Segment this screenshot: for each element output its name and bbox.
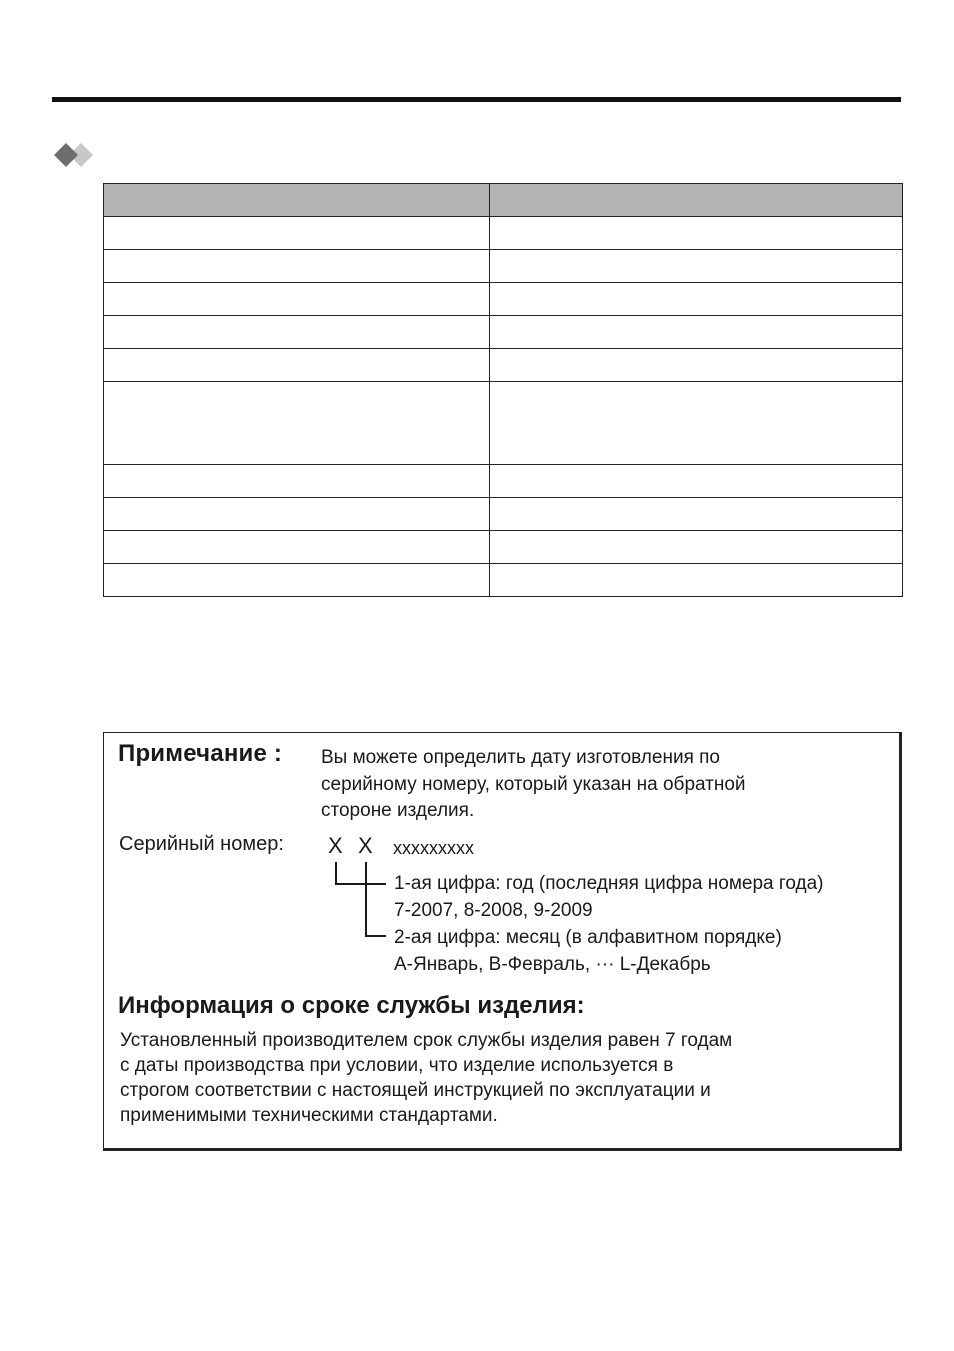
serial-rest: xxxxxxxxx xyxy=(393,838,474,858)
table-row xyxy=(104,217,903,250)
table-row xyxy=(104,531,903,564)
table-cell xyxy=(490,382,903,465)
service-life-line: строгом соответствии с настоящей инструкцией по эксплуатации и xyxy=(120,1080,711,1101)
table-cell xyxy=(104,283,490,316)
digit2-examples: A-Январь, B-Февраль, ··· L-Декабрь xyxy=(394,954,711,975)
digit2-description: 2-ая цифра: месяц (в алфавитном порядке) xyxy=(394,927,782,948)
table-cell xyxy=(490,316,903,349)
service-life-text xyxy=(120,1028,732,1128)
table-cell xyxy=(490,250,903,283)
serial-digit-2: X xyxy=(358,833,373,858)
service-life-line: применимыми техническими стандартами. xyxy=(120,1105,498,1126)
top-rule xyxy=(52,97,901,102)
table-row xyxy=(104,498,903,531)
note-line: Вы можете определить дату изготовления по xyxy=(321,747,720,768)
table-cell xyxy=(104,465,490,498)
spec-table xyxy=(103,183,903,597)
digit1-examples: 7-2007, 8-2008, 9-2009 xyxy=(394,900,593,921)
table-row xyxy=(104,283,903,316)
table-row xyxy=(104,316,903,349)
table-cell xyxy=(104,250,490,283)
table-row xyxy=(104,465,903,498)
table-cell xyxy=(104,217,490,250)
table-cell xyxy=(490,283,903,316)
table-row xyxy=(104,250,903,283)
table-cell xyxy=(490,564,903,597)
table-cell xyxy=(104,349,490,382)
table-cell xyxy=(490,498,903,531)
table-cell xyxy=(490,349,903,382)
service-life-line: Установленный производителем срок службы изделия равен 7 годам xyxy=(120,1030,733,1051)
service-life-title: Информация о сроке службы изделия: xyxy=(118,992,585,1019)
serial-number-label: Серийный номер: xyxy=(119,833,284,855)
digit1-description: 1-ая цифра: год (последняя цифра номера года) xyxy=(394,873,824,894)
table-row xyxy=(104,349,903,382)
service-life-line: с даты производства при условии, что изделие используется в xyxy=(120,1055,674,1076)
table-cell xyxy=(490,531,903,564)
diamond-bullet-icon xyxy=(54,140,100,170)
table-cell xyxy=(490,465,903,498)
table-header-cell xyxy=(104,184,490,217)
table-row xyxy=(104,382,903,465)
table-header-row xyxy=(104,184,903,217)
table-header-cell xyxy=(490,184,903,217)
table-cell xyxy=(104,382,490,465)
table-cell xyxy=(104,531,490,564)
table-row xyxy=(104,564,903,597)
table-cell xyxy=(104,564,490,597)
table-cell xyxy=(104,498,490,531)
table-cell xyxy=(490,217,903,250)
serial-digit-1: X xyxy=(328,833,343,858)
note-text xyxy=(321,745,746,825)
note-line: серийному номеру, который указан на обратной xyxy=(321,773,746,795)
note-label: Примечание : xyxy=(118,740,283,767)
note-line: стороне изделия. xyxy=(321,800,475,821)
table-cell xyxy=(104,316,490,349)
